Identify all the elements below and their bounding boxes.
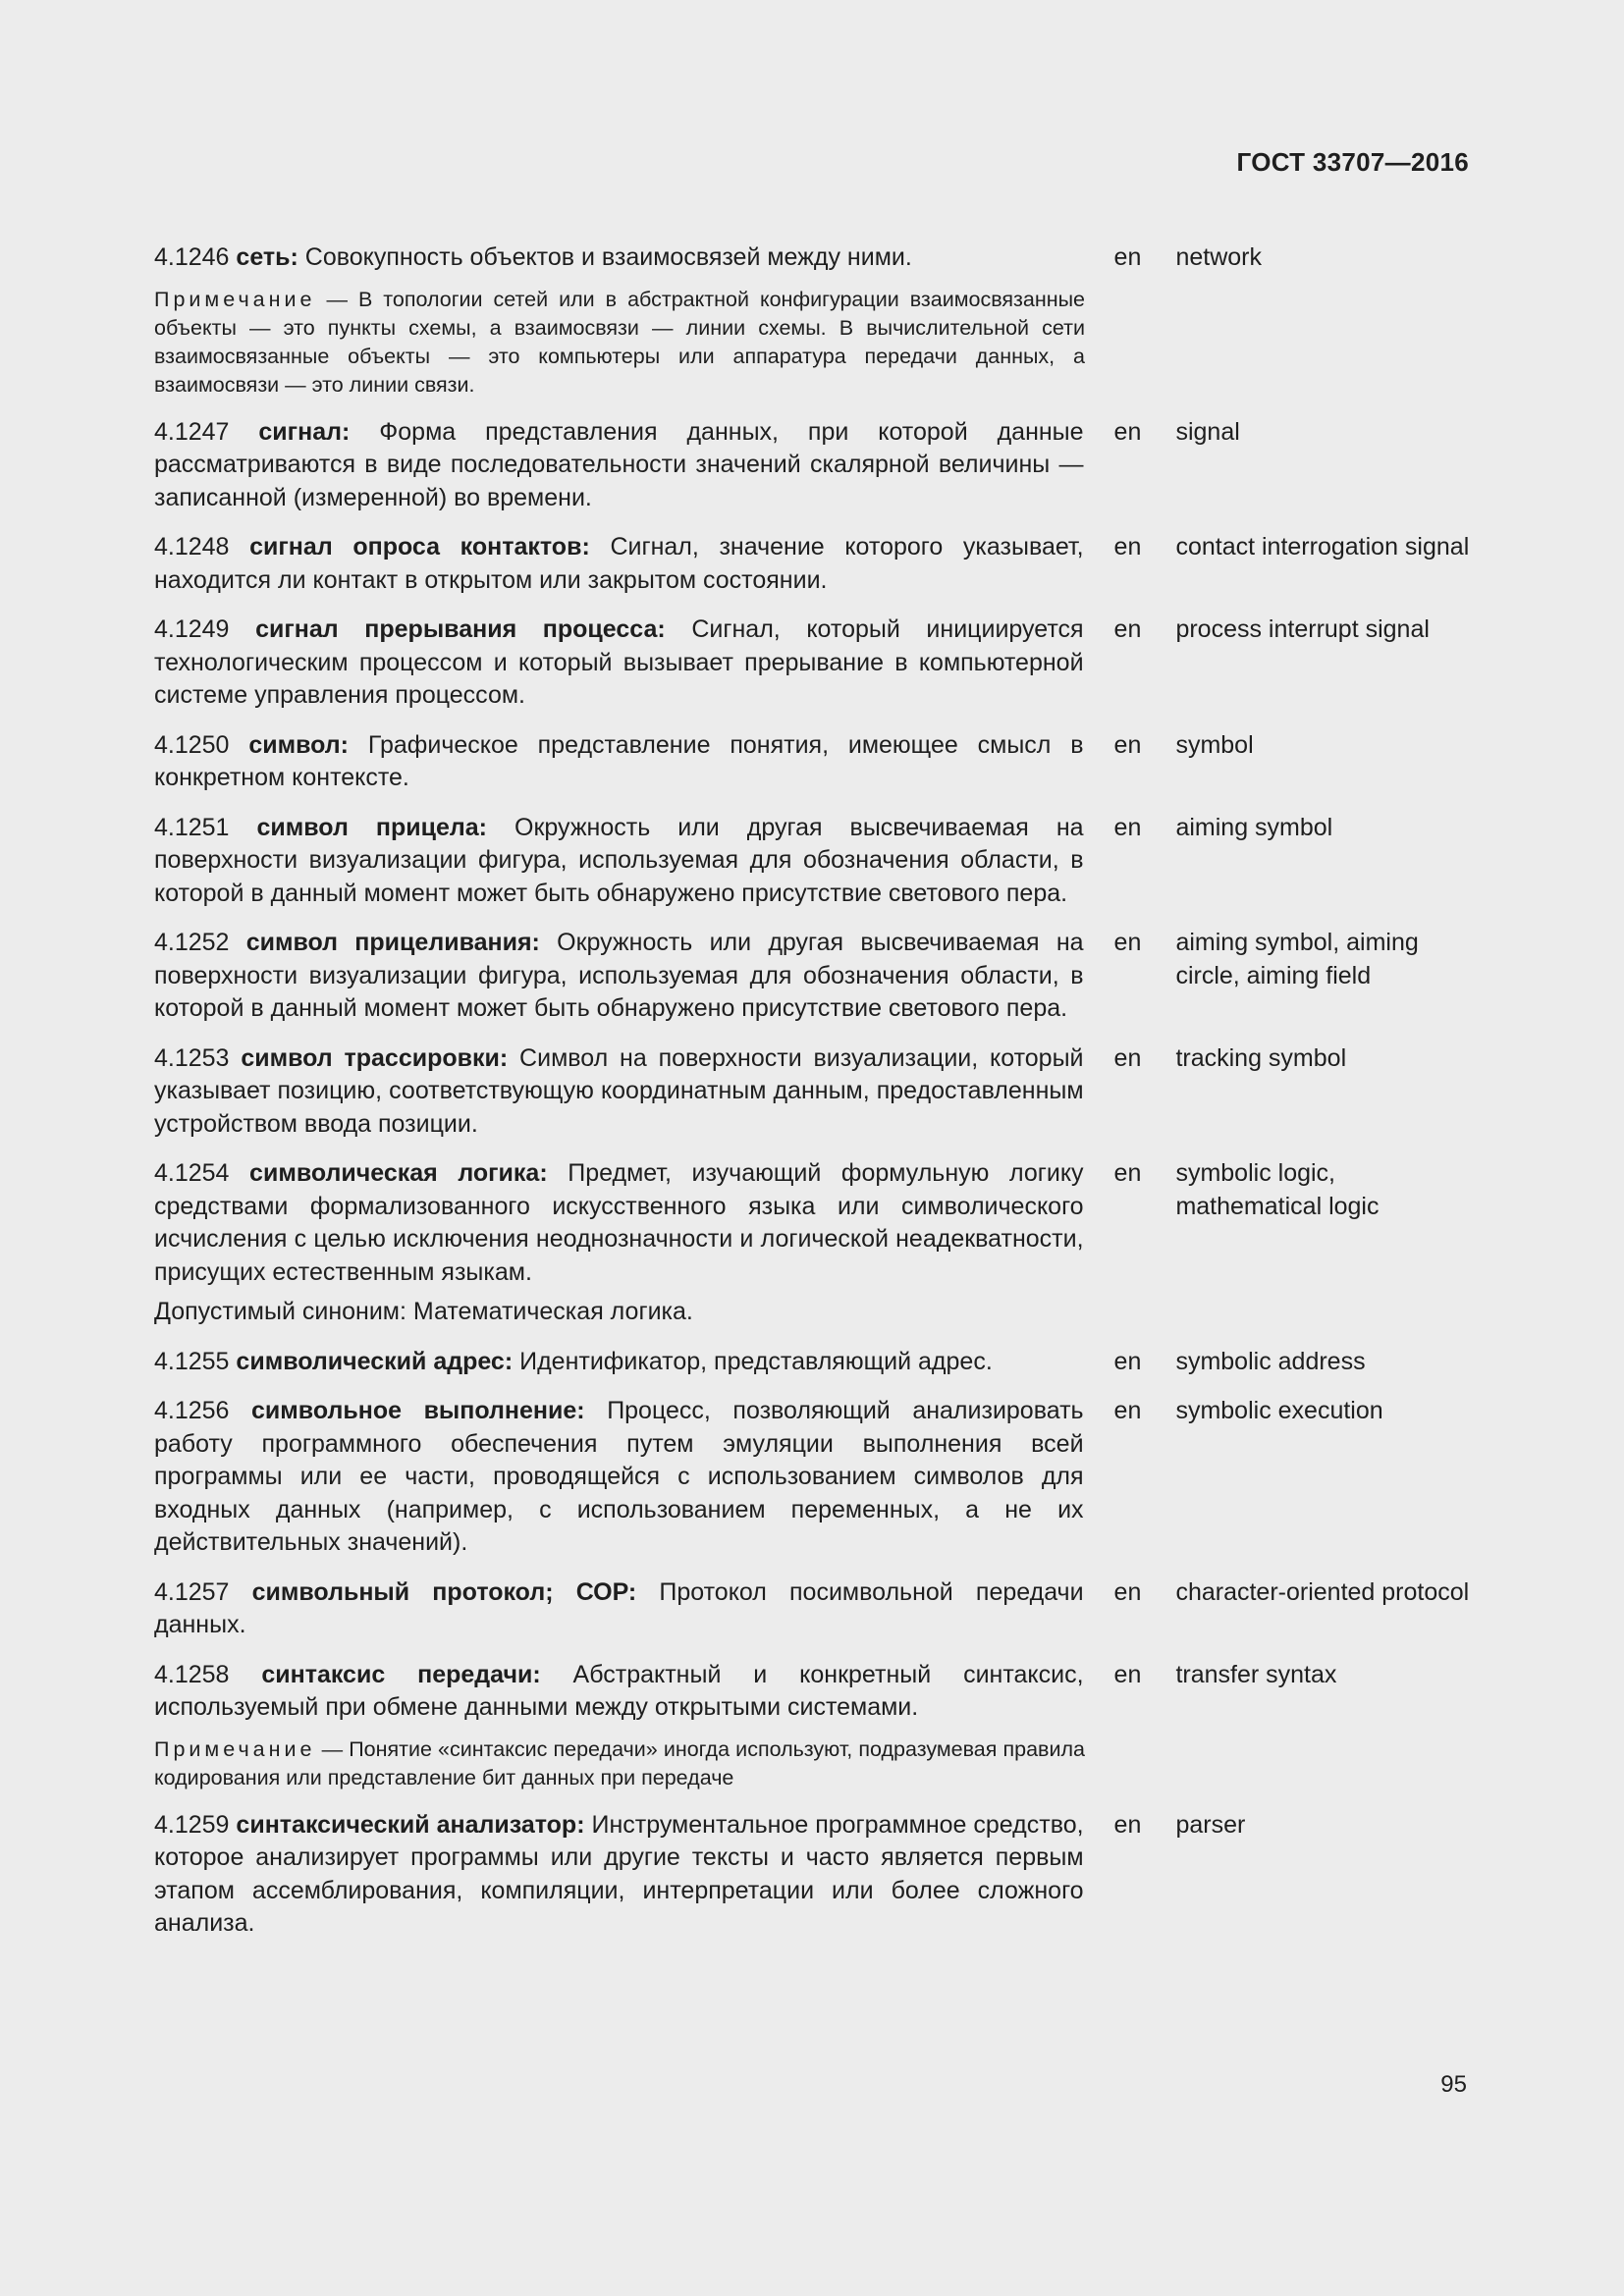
definition-text: Абстрактный и конкретный синтаксис, используемый при обмене данными между открытыми системами. <box>154 1660 1084 1721</box>
language-code: en <box>1113 1577 1142 1606</box>
term-definition <box>154 241 1084 275</box>
language-code: en <box>1113 1347 1142 1375</box>
definition-text: Предмет, изучающий формульную логику средствами формализованного искусственного языка или символического исчисления с целью исключения неоднозначности и логической неадекватности, присущих естественным языкам. <box>154 1159 1084 1286</box>
definition-text: Протокол посимвольной передачи данных. <box>154 1577 1084 1638</box>
term-name: символический адрес: <box>236 1347 514 1375</box>
english-equivalent: signal <box>1175 417 1240 446</box>
note-label: Примечание <box>154 1736 316 1761</box>
english-equivalent: symbolic address <box>1175 1347 1366 1375</box>
term-name: синтаксический анализатор: <box>236 1810 585 1839</box>
term-definition <box>154 1395 1084 1560</box>
definition-text: Сигнал, значение которого указывает, находится ли контакт в открытом или закрытом состоянии. <box>154 533 1084 594</box>
definition-text: Процесс, позволяющий анализировать работу программного обеспечения путем эмуляции выполнения всей программы или ее части, проводящейся с использованием символов для входных данных (например, с использованием переменных, а не их действительных значений). <box>154 1397 1084 1556</box>
term-entry <box>154 1809 1470 1941</box>
term-name: символическая логика: <box>249 1159 548 1187</box>
english-equivalent: parser <box>1175 1810 1246 1839</box>
english-equivalent: symbolic execution <box>1175 1397 1383 1424</box>
term-number: 4.1251 <box>154 813 230 841</box>
definition-text: Форма представления данных, при которой данные рассматриваются в виде последовательности значений скалярной величины — записанной (измеренной) во времени. <box>154 417 1084 511</box>
term-definition <box>154 1346 1084 1379</box>
language-code: en <box>1113 929 1142 956</box>
english-equivalent: transfer syntax <box>1175 1660 1337 1688</box>
term-definition <box>154 1809 1084 1941</box>
term-name: синтаксис передачи: <box>261 1660 541 1688</box>
language-code: en <box>1113 615 1142 643</box>
english-equivalent: process interrupt signal <box>1175 615 1430 643</box>
definition-text: Символ на поверхности визуализации, который указывает позицию, соответствующую координатным данным, предоставленным устройством ввода позиции. <box>154 1043 1084 1138</box>
definition-text: Идентификатор, представляющий адрес. <box>519 1347 993 1375</box>
synonym: Допустимый синоним: Математическая логика. <box>154 1298 693 1325</box>
term-entry <box>154 1659 1470 1725</box>
note-text: — В топологии сетей или в абстрактной конфигурации взаимосвязанные объекты — это пункты схемы, а взаимосвязи — линии схемы. В вычислительной сети взаимосвязанные объекты — это компьютеры или аппаратура передачи данных, а взаимосвязи — это линии связи. <box>154 287 1085 397</box>
note <box>154 286 1085 400</box>
language-code: en <box>1113 813 1142 841</box>
term-entry <box>154 1157 1470 1289</box>
term-entry <box>154 241 1470 275</box>
definition-text: Совокупность объектов и взаимосвязей между ними. <box>304 243 912 271</box>
term-name: сигнал опроса контактов: <box>249 533 590 561</box>
definition-text: Окружность или другая высвечиваемая на поверхности визуализации фигура, используемая для обозначения области, в которой в данный момент может быть обнаружено присутствие светового пера. <box>154 929 1084 1022</box>
note-text: — Понятие «синтаксис передачи» иногда используют, подразумевая правила кодирования или представление бит данных при передаче <box>154 1736 1085 1789</box>
english-equivalent: aiming symbol <box>1175 813 1333 841</box>
term-name: символ прицела: <box>256 813 487 841</box>
definition-text: Окружность или другая высвечиваемая на поверхности визуализации фигура, используемая для обозначения области, в которой в данный момент может быть обнаружено присутствие светового пера. <box>154 813 1084 907</box>
language-code: en <box>1113 1660 1142 1688</box>
term-name: сигнал прерывания процесса: <box>255 615 666 643</box>
term-definition <box>154 614 1084 713</box>
term-name: символ: <box>248 730 349 759</box>
english-equivalent: symbolic logic, mathematical logic <box>1175 1159 1380 1220</box>
term-number: 4.1250 <box>154 730 230 759</box>
term-number: 4.1254 <box>154 1159 230 1187</box>
term-definition <box>154 416 1084 515</box>
term-number: 4.1257 <box>154 1577 230 1606</box>
term-entry <box>154 614 1470 713</box>
term-number: 4.1247 <box>154 417 230 446</box>
term-entry <box>154 927 1470 1026</box>
language-code: en <box>1113 243 1142 271</box>
definition-text: Инструментальное программное средство, которое анализирует программы или другие тексты и часто является первым этапом ассемблирования, компиляции, интерпретации или более сложного анализа. <box>154 1810 1084 1937</box>
term-definition <box>154 812 1084 911</box>
term-number: 4.1253 <box>154 1043 230 1072</box>
term-definition <box>154 729 1084 795</box>
term-definition <box>154 1042 1084 1142</box>
term-name: символьное выполнение: <box>251 1397 585 1424</box>
term-number: 4.1246 <box>154 243 230 271</box>
term-definition <box>154 531 1084 597</box>
term-name: сигнал: <box>258 417 351 446</box>
english-equivalent: character-oriented protocol <box>1175 1577 1470 1606</box>
term-name: символ прицеливания: <box>245 929 540 956</box>
language-code: en <box>1113 1159 1142 1187</box>
term-definition <box>154 927 1084 1026</box>
document-header: ГОСТ 33707—2016 <box>1236 147 1469 177</box>
english-equivalent: network <box>1175 243 1262 271</box>
term-number: 4.1259 <box>154 1810 230 1839</box>
definition-text: Сигнал, который инициируется технологическим процессом и который вызывает прерывание в компьютерной системе управления процессом. <box>154 615 1084 709</box>
note <box>154 1735 1085 1792</box>
term-number: 4.1258 <box>154 1660 230 1688</box>
term-entry <box>154 729 1470 795</box>
term-definition <box>154 1659 1084 1725</box>
language-code: en <box>1113 417 1142 446</box>
definition-text: Графическое представление понятия, имеющее смысл в конкретном контексте. <box>154 730 1084 791</box>
term-entry <box>154 812 1470 911</box>
term-definition <box>154 1157 1084 1289</box>
english-equivalent: symbol <box>1175 730 1254 759</box>
terms-list <box>154 241 1470 1957</box>
term-entry <box>154 1576 1470 1642</box>
page-number: 95 <box>1440 2071 1467 2098</box>
term-name: сеть: <box>236 243 298 271</box>
english-equivalent: tracking symbol <box>1175 1043 1347 1072</box>
term-entry <box>154 1346 1470 1379</box>
note-label: Примечание <box>154 287 316 311</box>
term-entry <box>154 1395 1470 1560</box>
term-name: символ трассировки: <box>241 1043 509 1072</box>
term-number: 4.1249 <box>154 615 230 643</box>
term-entry <box>154 1042 1470 1142</box>
term-name: символьный протокол; СОР: <box>251 1577 637 1606</box>
term-number: 4.1255 <box>154 1347 230 1375</box>
term-number: 4.1248 <box>154 533 230 561</box>
language-code: en <box>1113 730 1142 759</box>
term-definition <box>154 1576 1084 1642</box>
term-number: 4.1256 <box>154 1397 230 1424</box>
language-code: en <box>1113 1810 1142 1839</box>
english-equivalent: contact interrogation signal <box>1175 533 1470 561</box>
language-code: en <box>1113 1043 1142 1072</box>
english-equivalent: aiming symbol, aiming circle, aiming field <box>1175 929 1419 989</box>
language-code: en <box>1113 533 1142 561</box>
term-entry <box>154 531 1470 597</box>
term-entry <box>154 416 1470 515</box>
term-number: 4.1252 <box>154 929 230 956</box>
language-code: en <box>1113 1397 1142 1424</box>
